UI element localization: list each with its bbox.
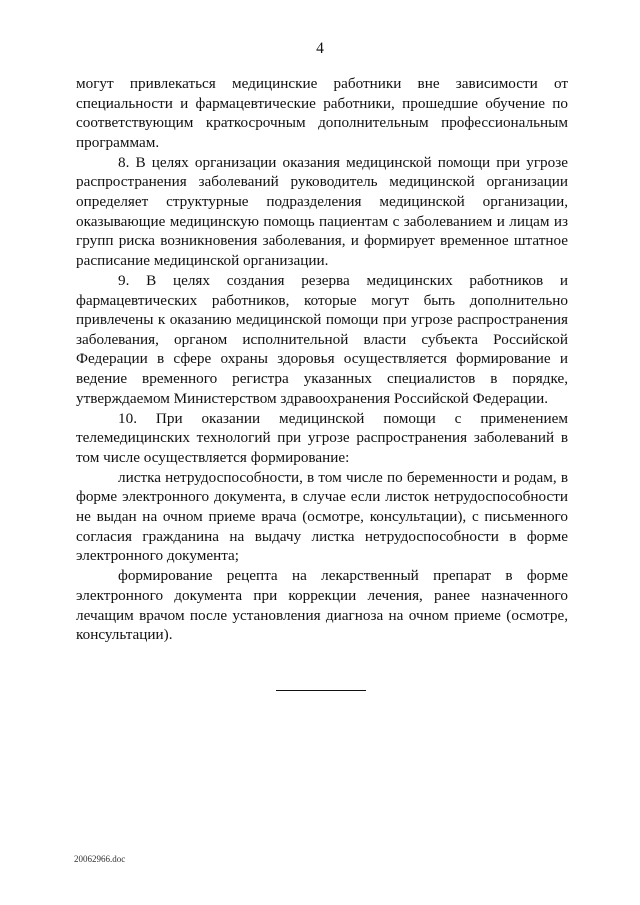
paragraph-prescription: формирование рецепта на лекарственный препарат в форме электронного документа при коррекции лечения, ранее назначенного лечащим врачом после установления диагноза на очном приеме (осмотре, консультации).: [76, 567, 568, 644]
paragraph-sick-leave: листка нетрудоспособности, в том числе по беременности и родам, в форме электронного документа, в случае если листок нетрудоспособности не выдан на очном приеме врача (осмотре, консультации), с письменного согласия гражданина на выдачу листка нетрудоспособности в форме электронного документа;: [76, 468, 568, 565]
paragraph-item-8: 8. В целях организации оказания медицинской помощи при угрозе распространения заболеваний руководитель медицинской организации определяет структурные подразделения медицинской организации, оказывающие медицинскую помощь пациентам с заболеванием и лицам из групп риска возникновения заболевания, и формирует временное штатное расписание медицинской организации.: [76, 153, 568, 269]
paragraph-continuation: могут привлекаться медицинские работники вне зависимости от специальности и фармацевтические работники, прошедшие обучение по соответствующим краткосрочным дополнительным профессиональным программам.: [76, 75, 568, 151]
document-body: [76, 74, 568, 645]
end-divider: [276, 690, 366, 691]
footer-doc-id: 20062966.doc: [74, 854, 126, 864]
paragraph-item-10: 10. При оказании медицинской помощи с применением телемедицинских технологий при угрозе распространения заболеваний в том числе осуществляется формирование:: [76, 409, 568, 466]
paragraph-item-9: 9. В целях создания резерва медицинских работников и фармацевтических работников, которые могут быть дополнительно привлечены к оказанию медицинской помощи при угрозе распространения заболевания, органом исполнительной власти субъекта Российской Федерации в сфере охраны здоровья осуществляется формирование и ведение временного регистра указанных специалистов в порядке, утверждаемом Министерством здравоохранения Российской Федерации.: [76, 271, 568, 407]
page-number: 4: [316, 40, 324, 57]
